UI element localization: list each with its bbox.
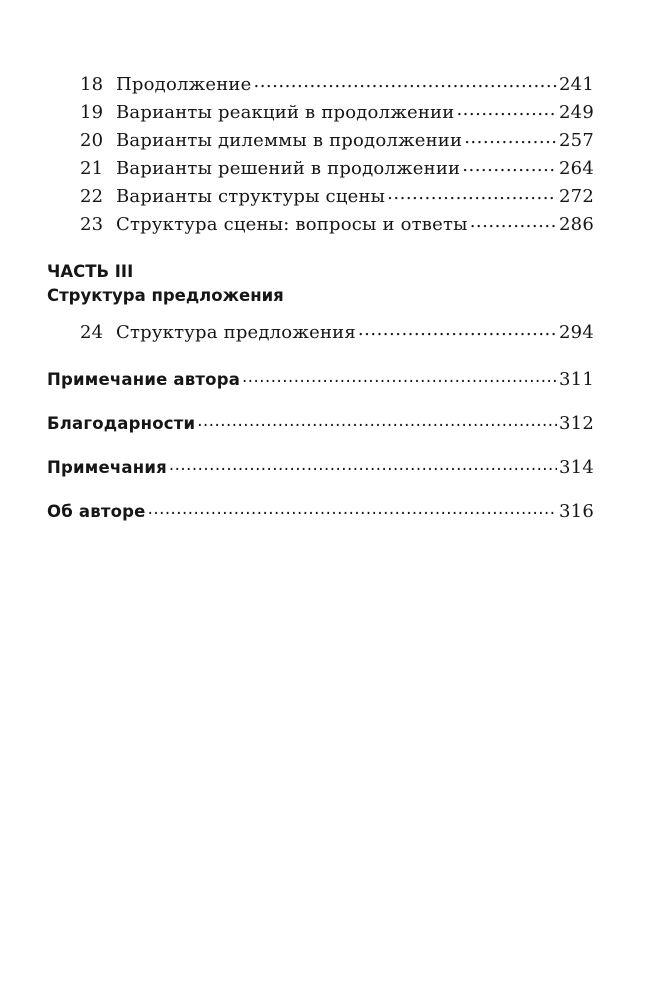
dot-leader [462,156,557,174]
page-number: 316 [559,500,594,522]
section-title: Примечания [47,457,167,477]
page-number: 312 [559,412,594,434]
chapter-title: Продолжение [116,74,252,95]
page-number: 286 [559,214,594,235]
section-title: Благодарности [47,413,196,433]
dot-leader [197,412,557,429]
chapter-number: 20 [80,130,104,151]
chapter-title: Варианты решений в продолжении [116,158,461,179]
dot-leader [169,456,557,473]
toc-entry-acknowledgements [47,412,594,435]
toc-entry-chapter-19 [80,100,594,124]
chapter-number: 19 [80,102,104,123]
toc-entry-chapter-20 [80,128,594,152]
page-number: 264 [559,158,594,179]
section-title: Об авторе [47,501,146,521]
page-number: 241 [559,74,594,95]
toc-entry-author-note [47,368,594,391]
page-number: 294 [559,322,594,343]
dot-leader [148,500,557,517]
section-title: Примечание автора [47,369,241,389]
page-number: 249 [559,102,594,123]
dot-leader [470,212,557,230]
dot-leader [242,368,557,385]
dot-leader [464,128,557,146]
part-title: Структура предложения [47,286,284,305]
chapter-title: Структура сцены: вопросы и ответы [116,214,468,235]
dot-leader [456,100,557,118]
chapter-title: Структура предложения [116,322,356,343]
chapter-title: Варианты дилеммы в продолжении [116,130,463,151]
toc-entry-notes [47,456,594,479]
toc-entry-chapter-24 [80,320,594,344]
chapter-number: 23 [80,214,104,235]
page-number: 272 [559,186,594,207]
chapter-number: 24 [80,322,104,343]
toc-entry-chapter-18 [80,72,594,96]
chapter-title: Варианты реакций в продолжении [116,102,455,123]
chapter-title: Варианты структуры сцены [116,186,386,207]
page-number: 311 [559,368,594,390]
toc-entry-chapter-23 [80,212,594,236]
toc-entry-about-author [47,500,594,523]
chapter-number: 22 [80,186,104,207]
dot-leader [358,320,557,338]
dot-leader [253,72,557,90]
dot-leader [387,184,557,202]
page-number: 314 [559,456,594,478]
chapter-number: 21 [80,158,104,179]
page-number: 257 [559,130,594,151]
chapter-number: 18 [80,74,104,95]
toc-entry-chapter-21 [80,156,594,180]
toc-entry-chapter-22 [80,184,594,208]
part-label: ЧАСТЬ III [47,262,134,281]
